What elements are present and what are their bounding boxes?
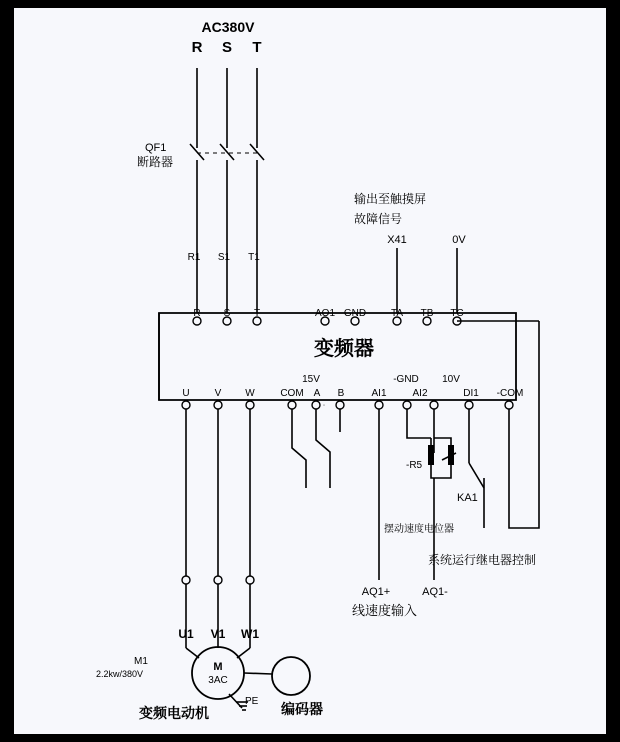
motor-lead-u1: U1 bbox=[178, 627, 194, 641]
zero-v-label: 0V bbox=[452, 234, 466, 246]
vfd-terminal-di1: DI1 bbox=[463, 388, 479, 399]
vfd-terminal-neg-com: -COM bbox=[496, 388, 524, 399]
vfd-terminal-com: COM bbox=[280, 388, 304, 399]
motor-name: 变频电动机 bbox=[139, 705, 209, 721]
breaker-out-r1: R1 bbox=[187, 252, 201, 263]
vfd-terminal-gnd: GND bbox=[343, 308, 367, 319]
motor-tag: M1 bbox=[134, 656, 148, 667]
x41-label: X41 bbox=[387, 234, 407, 246]
motor-rating: 2.2kw/380V bbox=[96, 669, 144, 679]
phase-label-r: R bbox=[191, 39, 203, 56]
motor-symbol-3ac: 3AC bbox=[208, 675, 228, 686]
vfd-aux-15v: 15V bbox=[302, 374, 320, 385]
breaker-out-t1: T1 bbox=[248, 252, 260, 263]
vfd-terminal-r: R bbox=[193, 308, 201, 319]
analog-out-name: 线速度输入 bbox=[352, 603, 418, 618]
vfd-terminal-t: T bbox=[253, 308, 261, 319]
vfd-terminal-w: W bbox=[245, 388, 255, 399]
breaker-tag: QF1 bbox=[145, 142, 167, 154]
motor-lead-v1: V1 bbox=[210, 627, 226, 641]
vfd-terminal-ai1: AI1 bbox=[371, 388, 387, 399]
vfd-terminal-tb: TB bbox=[420, 308, 434, 319]
motor-lead-w1: W1 bbox=[241, 627, 259, 641]
schematic-sheet bbox=[14, 8, 606, 734]
relay-tag: KA1 bbox=[457, 492, 478, 504]
analog-out-minus: AQ1- bbox=[422, 586, 448, 598]
vfd-aux-gnd: -GND bbox=[393, 374, 419, 385]
breaker-out-s1: S1 bbox=[217, 252, 231, 263]
vfd-title: 变频器 bbox=[314, 338, 374, 360]
relay-name: 系统运行继电器控制 bbox=[428, 553, 537, 567]
phase-label-s: S bbox=[221, 39, 233, 56]
vfd-terminal-a: A bbox=[313, 388, 321, 399]
motor-symbol-m: M bbox=[213, 661, 223, 673]
vfd-terminal-s: S bbox=[223, 308, 231, 319]
vfd-terminal-ao1: AO1 bbox=[314, 308, 336, 319]
potentiometer-tag: -R5 bbox=[406, 460, 423, 471]
supply-label: AC380V bbox=[201, 19, 255, 35]
vfd-terminal-u: U bbox=[182, 388, 190, 399]
motor-pe-label: PE bbox=[245, 696, 259, 707]
vfd-terminal-tc: TC bbox=[450, 308, 464, 319]
encoder-name: 编码器 bbox=[281, 701, 323, 717]
vfd-terminal-ta: TA bbox=[390, 308, 404, 319]
vfd-terminal-ai2: AI2 bbox=[412, 388, 428, 399]
wiring-lines bbox=[14, 8, 606, 734]
vfd-aux-10v: 10V bbox=[442, 374, 460, 385]
potentiometer-name: 摆动速度电位器 bbox=[384, 524, 454, 535]
vfd-terminal-v: V bbox=[214, 388, 222, 399]
breaker-name: 断路器 bbox=[137, 155, 174, 169]
touchscreen-note-line1: 输出至触摸屏 bbox=[354, 192, 427, 206]
touchscreen-note-line2: 故障信号 bbox=[354, 212, 403, 226]
phase-label-t: T bbox=[252, 39, 262, 56]
analog-out-plus: AQ1+ bbox=[361, 586, 391, 598]
vfd-terminal-b: B bbox=[337, 388, 345, 399]
